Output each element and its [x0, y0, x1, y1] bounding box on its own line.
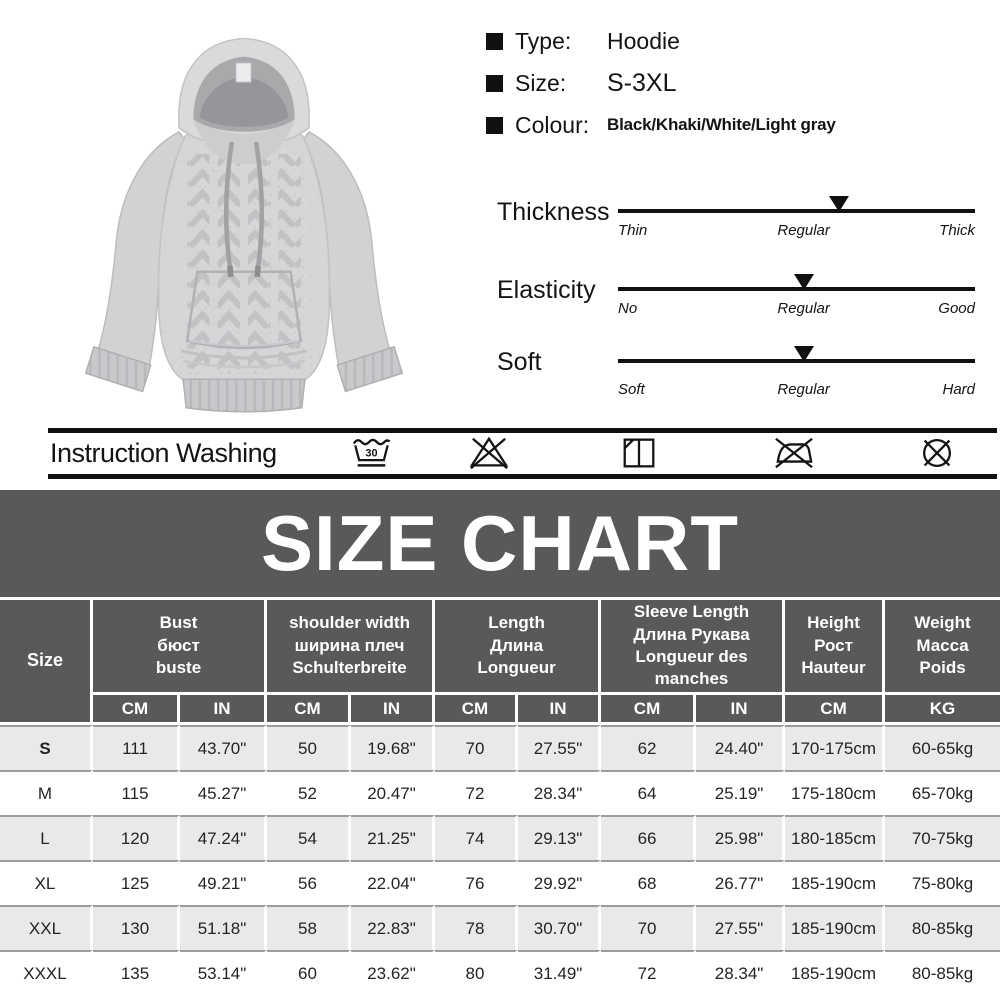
table-cell: 70: [601, 905, 696, 950]
column-header-sleeve-length: Sleeve Length Длина Рукава Longueur des manches: [601, 597, 785, 695]
table-cell: 80-85kg: [885, 905, 1000, 950]
table-cell: 60: [267, 950, 351, 995]
table-cell: 120: [93, 815, 180, 860]
table-cell: 23.62": [351, 950, 435, 995]
table-row-xxxl: [0, 950, 1000, 995]
cell-size: XXL: [0, 905, 93, 950]
bullet-square-icon: [486, 117, 503, 134]
column-header-bust: Bust бюст buste: [93, 597, 267, 695]
thickness-scale-track: [618, 209, 975, 213]
table-cell: 185-190cm: [785, 860, 885, 905]
table-cell: 75-80kg: [885, 860, 1000, 905]
table-cell: 72: [435, 770, 518, 815]
table-cell: 21.25": [351, 815, 435, 860]
table-row-xl: [0, 860, 1000, 905]
scale-label-min: Soft: [618, 381, 645, 398]
scale-name-thickness: Thickness: [497, 198, 610, 226]
table-cell: 64: [601, 770, 696, 815]
table-cell: 125: [93, 860, 180, 905]
subheader-sleeve-in: IN: [696, 695, 785, 725]
table-cell: 30.70": [518, 905, 601, 950]
table-cell: 29.92": [518, 860, 601, 905]
attribute-value: Hoodie: [607, 27, 680, 54]
table-cell: 56: [267, 860, 351, 905]
machine-wash-30-icon: [348, 433, 394, 473]
size-chart-title: SIZE CHART: [261, 499, 739, 587]
table-cell: 53.14": [180, 950, 267, 995]
table-row-m: [0, 770, 1000, 815]
size-chart-title-band: [0, 490, 1000, 597]
table-cell: 62: [601, 725, 696, 770]
table-cell: 180-185cm: [785, 815, 885, 860]
cell-size: XL: [0, 860, 93, 905]
column-header-height: Height Рост Hauteur: [785, 597, 885, 695]
scale-label-min: No: [618, 300, 638, 317]
cell-size: L: [0, 815, 93, 860]
table-cell: 68: [601, 860, 696, 905]
column-header-length: Length Длина Longueur: [435, 597, 601, 695]
table-cell: 60-65kg: [885, 725, 1000, 770]
table-cell: 20.47": [351, 770, 435, 815]
table-cell: 28.34": [696, 950, 785, 995]
table-cell: 66: [601, 815, 696, 860]
table-cell: 22.83": [351, 905, 435, 950]
table-cell: 43.70": [180, 725, 267, 770]
subheader-length-cm: CM: [435, 695, 518, 725]
svg-text:30: 30: [365, 447, 378, 460]
washing-instructions-label: Instruction Washing: [50, 438, 277, 468]
size-chart-table: [0, 597, 1000, 995]
attribute-label: Colour:: [515, 111, 590, 138]
table-cell: 58: [267, 905, 351, 950]
bullet-square-icon: [486, 75, 503, 92]
table-cell: 185-190cm: [785, 950, 885, 995]
table-cell: 27.55": [696, 905, 785, 950]
subheader-sleeve-cm: CM: [601, 695, 696, 725]
table-cell: 54: [267, 815, 351, 860]
bullet-square-icon: [486, 33, 503, 50]
table-cell: 28.34": [518, 770, 601, 815]
do-not-iron-icon: [771, 433, 817, 473]
cell-size: M: [0, 770, 93, 815]
table-cell: 115: [93, 770, 180, 815]
table-cell: 185-190cm: [785, 905, 885, 950]
subheader-bust-cm: CM: [93, 695, 180, 725]
table-cell: 25.19": [696, 770, 785, 815]
table-cell: 130: [93, 905, 180, 950]
table-cell: 50: [267, 725, 351, 770]
scale-label-mid: Regular: [777, 300, 830, 317]
table-cell: 74: [435, 815, 518, 860]
table-cell: 80-85kg: [885, 950, 1000, 995]
scale-label-mid: Regular: [777, 222, 830, 239]
subheader-height-cm: CM: [785, 695, 885, 725]
subheader-length-in: IN: [518, 695, 601, 725]
attribute-row-type: [486, 24, 680, 58]
column-header-weight: Weight Масса Poids: [885, 597, 1000, 695]
scale-label-max: Hard: [942, 381, 975, 398]
table-cell: 47.24": [180, 815, 267, 860]
do-not-bleach-icon: [466, 433, 512, 473]
subheader-shoulder-in: IN: [351, 695, 435, 725]
table-cell: 24.40": [696, 725, 785, 770]
column-header-size: Size: [0, 597, 93, 725]
cell-size: S: [0, 725, 93, 770]
table-row-s: [0, 725, 1000, 770]
table-cell: 70: [435, 725, 518, 770]
elasticity-scale-labels: [618, 300, 975, 320]
attribute-value: S-3XL: [607, 68, 677, 97]
soft-scale-track: [618, 359, 975, 363]
table-cell: 80: [435, 950, 518, 995]
scale-marker-icon: [829, 196, 849, 212]
table-cell: 19.68": [351, 725, 435, 770]
table-cell: 175-180cm: [785, 770, 885, 815]
cell-size: XXXL: [0, 950, 93, 995]
attribute-label: Size:: [515, 69, 567, 96]
scale-name-soft: Soft: [497, 348, 542, 376]
table-cell: 52: [267, 770, 351, 815]
table-cell: 27.55": [518, 725, 601, 770]
table-cell: 135: [93, 950, 180, 995]
subheader-weight-kg: KG: [885, 695, 1000, 725]
scale-label-max: Thick: [939, 222, 975, 239]
elasticity-scale-track: [618, 287, 975, 291]
table-cell: 22.04": [351, 860, 435, 905]
washing-instructions-bar: [48, 428, 997, 479]
subheader-bust-in: IN: [180, 695, 267, 725]
scale-label-min: Thin: [618, 222, 648, 239]
soft-scale-labels: [618, 381, 975, 401]
thickness-scale-labels: [618, 222, 975, 242]
scale-name-elasticity: Elasticity: [497, 276, 596, 304]
attribute-value: Black/Khaki/White/Light gray: [607, 115, 836, 134]
attribute-row-size: [486, 66, 676, 100]
table-cell: 51.18": [180, 905, 267, 950]
attribute-row-colour: [486, 108, 836, 142]
table-cell: 29.13": [518, 815, 601, 860]
table-cell: 26.77": [696, 860, 785, 905]
table-cell: 25.98": [696, 815, 785, 860]
scale-label-max: Good: [938, 300, 975, 317]
hoodie-product-photo: [28, 4, 460, 430]
table-cell: 72: [601, 950, 696, 995]
scale-label-mid: Regular: [777, 381, 830, 398]
table-cell: 31.49": [518, 950, 601, 995]
table-cell: 49.21": [180, 860, 267, 905]
table-cell: 45.27": [180, 770, 267, 815]
scale-marker-icon: [794, 274, 814, 290]
table-cell: 111: [93, 725, 180, 770]
subheader-shoulder-cm: CM: [267, 695, 351, 725]
attribute-label: Type:: [515, 27, 572, 54]
table-cell: 65-70kg: [885, 770, 1000, 815]
do-not-dry-clean-icon: [914, 433, 960, 473]
drip-dry-in-shade-icon: [616, 433, 662, 473]
table-cell: 170-175cm: [785, 725, 885, 770]
table-cell: 76: [435, 860, 518, 905]
column-header-shoulder-width: shoulder width ширина плеч Schulterbreite: [267, 597, 435, 695]
table-row-xxl: [0, 905, 1000, 950]
scale-marker-icon: [794, 346, 814, 362]
table-row-l: [0, 815, 1000, 860]
table-cell: 78: [435, 905, 518, 950]
table-cell: 70-75kg: [885, 815, 1000, 860]
